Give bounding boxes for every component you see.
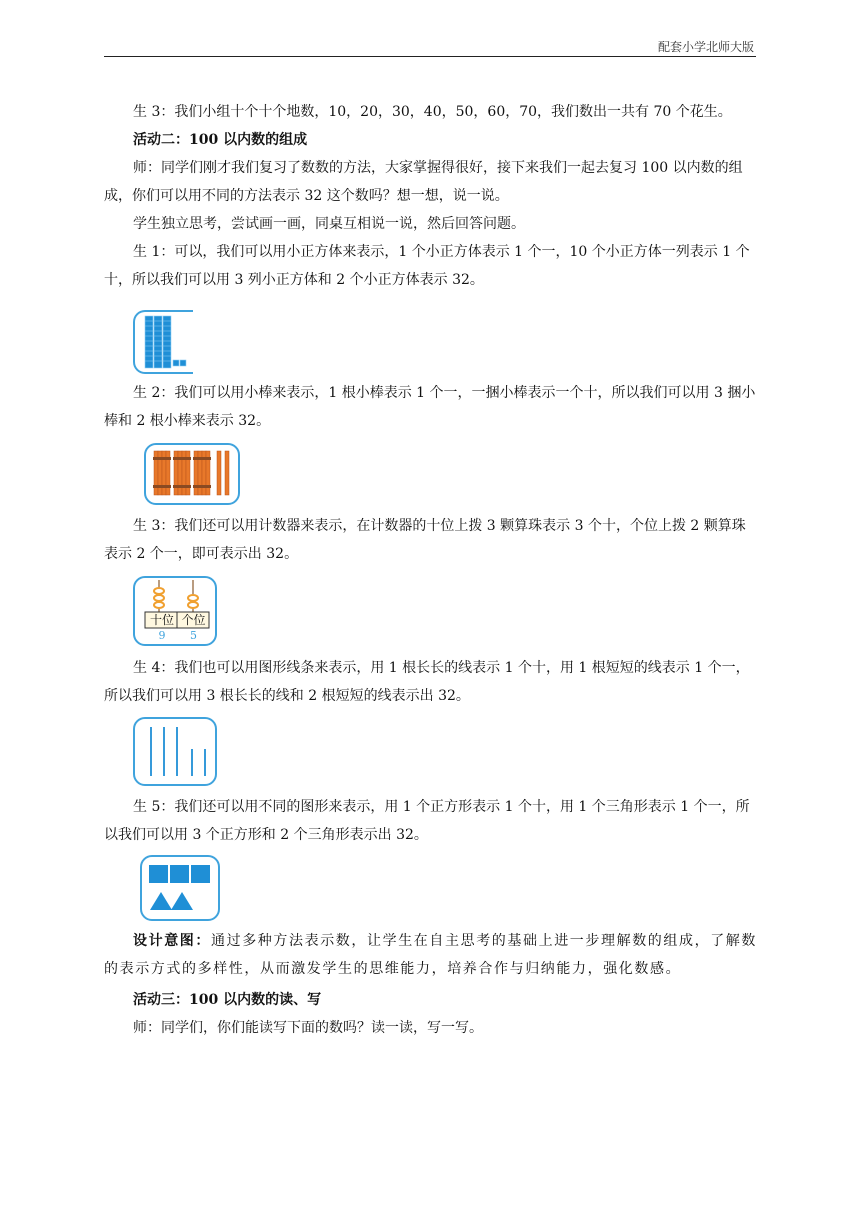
- paragraph-teacher-question: 师：同学们刚才我们复习了数数的方法，大家掌握得很好，接下来我们一起去复习 100 以内数的组成，你们可以用不同的方法表示 32 这个数吗？想一想，说一说。: [104, 160, 743, 204]
- design-intent-text: 通过多种方法表示数，让学生在自主思考的基础上进一步理解数的组成，了解数的表示方式的多样性，从而激发学生的思维能力，培养合作与归纳能力，强化数感。: [104, 933, 757, 977]
- paragraph-student2-sticks: 生 2：我们可以用小棒来表示，1 根小棒表示 1 个一，一捆小棒表示一个十，所以我们可以用 3 捆小棒和 2 根小棒来表示 32。: [104, 385, 756, 429]
- abacus-ones-number: 5: [190, 629, 197, 642]
- paragraph-teacher-readwrite: 师：同学们，你们能读写下面的数吗？读一读，写一写。: [133, 1020, 483, 1036]
- abacus-ones-label: 个位: [181, 613, 206, 627]
- design-intent-label: 设计意图：: [133, 933, 211, 949]
- design-intent-paragraph: [104, 927, 758, 983]
- paragraph-student3-count: 生 3：我们小组十个十个地数，10，20，30，40，50，60，70，我们数出一共有 70 个花生。: [133, 104, 732, 120]
- shapes-illustration: [142, 857, 218, 919]
- sticks-illustration: [146, 445, 238, 503]
- section-heading-activity2: 活动二：100 以内数的组成: [133, 132, 308, 148]
- section-heading-activity3: 活动三：100 以内数的读、写: [133, 992, 322, 1008]
- lines-illustration: [135, 719, 215, 784]
- header-divider: [104, 56, 756, 57]
- paragraph-students-think: 学生独立思考，尝试画一画，同桌互相说一说，然后回答问题。: [133, 216, 525, 232]
- lines-figure: [133, 717, 217, 786]
- publisher-label: 配套小学北师大版: [657, 40, 754, 54]
- abacus-figure: [133, 576, 217, 646]
- abacus-tens-number: 9: [158, 629, 166, 642]
- cubes-figure: [133, 310, 193, 374]
- paragraph-student4-lines: 生 4：我们也可以用图形线条来表示，用 1 根长长的线表示 1 个十，用 1 根短短的线表示 1 个一，所以我们可以用 3 根长长的线和 2 根短短的线表示出 32。: [104, 660, 750, 704]
- paragraph-student5-shapes: 生 5：我们还可以用不同的图形来表示，用 1 个正方形表示 1 个十，用 1 个三角形表示 1 个一，所以我们可以用 3 个正方形和 2 个三角形表示出 32。: [104, 799, 750, 843]
- shapes-figure: [140, 855, 220, 921]
- sticks-figure: [144, 443, 240, 505]
- abacus-tens-label: 十位: [149, 613, 174, 627]
- paragraph-student1-cubes: 生 1：可以，我们可以用小正方体来表示，1 个小正方体表示 1 个一，10 个小正方体一列表示 1 个十，所以我们可以用 3 列小正方体和 2 个小正方体表示 32。: [104, 244, 750, 288]
- cubes-illustration: [135, 312, 195, 374]
- paragraph-student3-abacus: 生 3：我们还可以用计数器来表示，在计数器的十位上拨 3 颗算珠表示 3 个十，个位上拨 2 颗算珠表示 2 个一，即可表示出 32。: [104, 518, 746, 562]
